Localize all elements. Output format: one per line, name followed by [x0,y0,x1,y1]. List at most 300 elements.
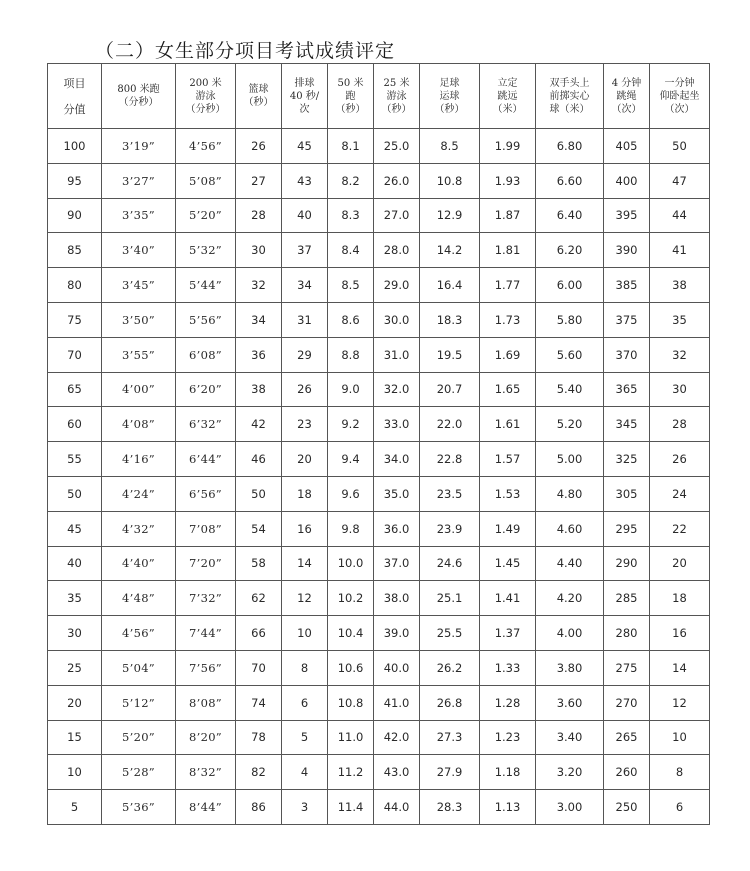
header-line: （秒） [434,103,465,115]
header-cell-medicine-ball [536,64,604,129]
table-cell: 8’32” [176,755,236,790]
table-row [48,372,710,407]
table-row [48,511,710,546]
table-row [48,163,710,198]
table-cell: 8.8 [328,337,374,372]
table-cell: 6’56” [176,476,236,511]
table-cell: 20 [650,546,710,581]
table-row [48,616,710,651]
table-cell: 18 [650,581,710,616]
table-cell: 25.5 [420,616,480,651]
table-row [48,233,710,268]
table-cell: 5’32” [176,233,236,268]
table-cell: 28.0 [374,233,420,268]
table-cell: 26 [650,442,710,477]
table-cell: 4’16” [102,442,176,477]
header-line: 游泳 [386,90,407,102]
table-cell: 28 [236,198,282,233]
table-cell: 275 [604,650,650,685]
table-cell: 260 [604,755,650,790]
table-cell: 4.00 [536,616,604,651]
header-line: 800 米跑 [117,84,160,95]
header-line: 跑 [345,90,356,102]
score-cell: 55 [48,442,102,477]
table-cell: 1.93 [480,163,536,198]
table-cell: 78 [236,720,282,755]
table-cell: 3’40” [102,233,176,268]
table-cell: 9.6 [328,476,374,511]
table-cell: 8.3 [328,198,374,233]
table-row [48,650,710,685]
table-cell: 12 [282,581,328,616]
table-cell: 22.0 [420,407,480,442]
table-cell: 295 [604,511,650,546]
table-cell: 39.0 [374,616,420,651]
table-cell: 7’32” [176,581,236,616]
table-cell: 390 [604,233,650,268]
table-cell: 5’44” [176,268,236,303]
table-cell: 8.4 [328,233,374,268]
table-cell: 1.61 [480,407,536,442]
table-cell: 6 [282,685,328,720]
table-cell: 3.40 [536,720,604,755]
header-cell-basketball [236,64,282,129]
table-cell: 30 [650,372,710,407]
table-cell: 1.23 [480,720,536,755]
table-cell: 41.0 [374,685,420,720]
table-row [48,755,710,790]
table-row [48,581,710,616]
table-cell: 7’20” [176,546,236,581]
table-cell: 5’56” [176,302,236,337]
table-cell: 11.2 [328,755,374,790]
header-line: （分秒） [185,103,226,115]
table-cell: 1.28 [480,685,536,720]
table-cell: 86 [236,790,282,825]
table-cell: 20 [282,442,328,477]
table-cell: 27.0 [374,198,420,233]
header-line: 前掷实心 [549,90,590,102]
table-cell: 8 [282,650,328,685]
table-cell: 6’20” [176,372,236,407]
table-cell: 3’19” [102,129,176,164]
header-line: 50 米 [337,77,364,89]
table-cell: 4’56” [102,616,176,651]
table-cell: 11.4 [328,790,374,825]
header-line: 立定 [497,77,518,89]
table-cell: 38.0 [374,581,420,616]
table-cell: 385 [604,268,650,303]
header-line: 跳绳 [616,90,637,102]
table-cell: 16 [282,511,328,546]
table-cell: 1.77 [480,268,536,303]
header-cell-rope-skip [604,64,650,129]
header-cell-sit-ups [650,64,710,129]
table-cell: 32 [650,337,710,372]
table-cell: 14.2 [420,233,480,268]
table-cell: 23.9 [420,511,480,546]
header-cell-volleyball [282,64,328,129]
table-cell: 66 [236,616,282,651]
table-row [48,407,710,442]
header-line: （秒） [335,103,366,115]
table-cell: 6.00 [536,268,604,303]
header-line: 球（米） [549,103,590,115]
table-cell: 8’44” [176,790,236,825]
table-cell: 1.37 [480,616,536,651]
table-cell: 8’20” [176,720,236,755]
header-line: （秒） [243,97,274,108]
table-cell: 8.2 [328,163,374,198]
score-cell: 90 [48,198,102,233]
score-cell: 35 [48,581,102,616]
table-cell: 5’36” [102,790,176,825]
table-cell: 1.13 [480,790,536,825]
header-line: （次） [664,103,695,115]
table-cell: 31.0 [374,337,420,372]
table-cell: 29.0 [374,268,420,303]
table-cell: 40.0 [374,650,420,685]
table-cell: 4’32” [102,511,176,546]
table-cell: 8.6 [328,302,374,337]
table-cell: 62 [236,581,282,616]
score-cell: 40 [48,546,102,581]
table-cell: 4’48” [102,581,176,616]
table-cell: 34.0 [374,442,420,477]
table-cell: 5.20 [536,407,604,442]
header-row [48,64,710,129]
table-cell: 47 [650,163,710,198]
table-cell: 28 [650,407,710,442]
table-cell: 23.5 [420,476,480,511]
table-cell: 5’20” [102,720,176,755]
table-cell: 370 [604,337,650,372]
table-cell: 6’32” [176,407,236,442]
table-cell: 1.69 [480,337,536,372]
table-cell: 5’20” [176,198,236,233]
table-cell: 8 [650,755,710,790]
table-cell: 325 [604,442,650,477]
table-cell: 26.8 [420,685,480,720]
table-cell: 5.60 [536,337,604,372]
table-cell: 29 [282,337,328,372]
table-cell: 44 [650,198,710,233]
table-cell: 27 [236,163,282,198]
table-cell: 5.00 [536,442,604,477]
table-cell: 4’40” [102,546,176,581]
table-cell: 58 [236,546,282,581]
header-line: 25 米 [383,77,410,89]
table-cell: 3.00 [536,790,604,825]
table-cell: 12 [650,685,710,720]
table-cell: 3.60 [536,685,604,720]
table-cell: 19.5 [420,337,480,372]
table-cell: 10.0 [328,546,374,581]
table-cell: 6’44” [176,442,236,477]
header-line: 40 秒/ [289,90,320,102]
header-line: 一分钟 [664,77,695,89]
score-cell: 20 [48,685,102,720]
header-line: 游泳 [195,90,216,102]
table-cell: 6.20 [536,233,604,268]
table-cell: 1.53 [480,476,536,511]
table-cell: 3’55” [102,337,176,372]
table-cell: 27.3 [420,720,480,755]
table-cell: 35.0 [374,476,420,511]
header-corner-cell [48,64,102,129]
score-cell: 65 [48,372,102,407]
table-cell: 10 [650,720,710,755]
header-cell-standing-jump [480,64,536,129]
table-cell: 265 [604,720,650,755]
table-cell: 1.33 [480,650,536,685]
table-cell: 82 [236,755,282,790]
table-cell: 10.6 [328,650,374,685]
table-cell: 4.80 [536,476,604,511]
table-cell: 1.65 [480,372,536,407]
table-cell: 22 [650,511,710,546]
table-cell: 44.0 [374,790,420,825]
score-cell: 10 [48,755,102,790]
table-cell: 1.57 [480,442,536,477]
table-cell: 5’28” [102,755,176,790]
score-cell: 100 [48,129,102,164]
table-cell: 1.81 [480,233,536,268]
table-cell: 5.80 [536,302,604,337]
table-cell: 46 [236,442,282,477]
table-cell: 11.0 [328,720,374,755]
table-cell: 10.2 [328,581,374,616]
table-cell: 6 [650,790,710,825]
table-cell: 30.0 [374,302,420,337]
header-corner-item: 项目 [63,76,86,90]
table-cell: 30 [236,233,282,268]
table-cell: 1.41 [480,581,536,616]
table-cell: 1.87 [480,198,536,233]
table-cell: 26.0 [374,163,420,198]
table-cell: 32 [236,268,282,303]
table-cell: 1.18 [480,755,536,790]
table-cell: 32.0 [374,372,420,407]
score-cell: 5 [48,790,102,825]
table-cell: 375 [604,302,650,337]
header-cell-200m-swim [176,64,236,129]
table-cell: 395 [604,198,650,233]
table-cell: 43.0 [374,755,420,790]
score-table-body [48,129,710,825]
score-cell: 15 [48,720,102,755]
table-cell: 5’04” [102,650,176,685]
table-cell: 33.0 [374,407,420,442]
table-cell: 45 [282,129,328,164]
score-cell: 60 [48,407,102,442]
table-cell: 18 [282,476,328,511]
table-cell: 42 [236,407,282,442]
document-title: （二）女生部分项目考试成绩评定 [95,40,396,62]
table-cell: 6.40 [536,198,604,233]
table-cell: 50 [650,129,710,164]
table-cell: 3’27” [102,163,176,198]
table-cell: 5’08” [176,163,236,198]
table-cell: 16.4 [420,268,480,303]
header-cell-25m-swim [374,64,420,129]
table-cell: 24 [650,476,710,511]
table-cell: 4’24” [102,476,176,511]
table-cell: 3.80 [536,650,604,685]
table-cell: 8.5 [420,129,480,164]
table-cell: 250 [604,790,650,825]
table-cell: 5’12” [102,685,176,720]
header-line: 篮球 [248,84,269,95]
table-cell: 16 [650,616,710,651]
table-cell: 400 [604,163,650,198]
header-line: （米） [492,103,523,115]
table-cell: 38 [650,268,710,303]
score-cell: 80 [48,268,102,303]
table-cell: 3.20 [536,755,604,790]
table-row [48,442,710,477]
table-cell: 1.99 [480,129,536,164]
table-cell: 14 [282,546,328,581]
table-cell: 38 [236,372,282,407]
table-cell: 43 [282,163,328,198]
table-cell: 290 [604,546,650,581]
table-cell: 3’35” [102,198,176,233]
table-row [48,476,710,511]
table-cell: 31 [282,302,328,337]
table-row [48,790,710,825]
table-row [48,268,710,303]
score-cell: 70 [48,337,102,372]
header-line: 次 [299,103,310,115]
table-cell: 34 [236,302,282,337]
score-table [47,63,710,825]
header-line: （次） [611,103,642,115]
table-cell: 24.6 [420,546,480,581]
table-cell: 4’08” [102,407,176,442]
table-cell: 27.9 [420,755,480,790]
header-line: 200 米 [189,77,222,89]
header-line: 排球 [294,77,315,89]
table-cell: 70 [236,650,282,685]
table-cell: 42.0 [374,720,420,755]
table-cell: 4.40 [536,546,604,581]
table-cell: 1.49 [480,511,536,546]
header-line: 仰卧起坐 [659,90,700,102]
header-line: 4 分钟 [611,77,642,89]
table-cell: 26 [282,372,328,407]
table-row [48,302,710,337]
table-cell: 12.9 [420,198,480,233]
score-cell: 45 [48,511,102,546]
table-row [48,337,710,372]
header-line: （秒） [381,103,412,115]
table-cell: 54 [236,511,282,546]
table-cell: 41 [650,233,710,268]
table-cell: 270 [604,685,650,720]
table-cell: 365 [604,372,650,407]
score-cell: 75 [48,302,102,337]
table-cell: 8.1 [328,129,374,164]
header-line: 足球 [439,77,460,89]
table-cell: 7’08” [176,511,236,546]
header-line: 跳远 [497,90,518,102]
table-cell: 3’50” [102,302,176,337]
table-cell: 4’00” [102,372,176,407]
table-cell: 26.2 [420,650,480,685]
table-cell: 50 [236,476,282,511]
score-cell: 95 [48,163,102,198]
table-cell: 3 [282,790,328,825]
table-cell: 10.8 [420,163,480,198]
table-cell: 34 [282,268,328,303]
table-cell: 4 [282,755,328,790]
table-cell: 10.8 [328,685,374,720]
header-line: 双手头上 [549,77,590,89]
table-cell: 7’56” [176,650,236,685]
table-cell: 18.3 [420,302,480,337]
table-cell: 4.60 [536,511,604,546]
table-cell: 10.4 [328,616,374,651]
table-cell: 4.20 [536,581,604,616]
table-cell: 37.0 [374,546,420,581]
table-cell: 20.7 [420,372,480,407]
table-cell: 280 [604,616,650,651]
score-cell: 85 [48,233,102,268]
table-cell: 5 [282,720,328,755]
table-cell: 8’08” [176,685,236,720]
table-cell: 22.8 [420,442,480,477]
table-cell: 9.8 [328,511,374,546]
table-cell: 8.5 [328,268,374,303]
table-cell: 25.0 [374,129,420,164]
table-cell: 28.3 [420,790,480,825]
table-cell: 1.45 [480,546,536,581]
table-cell: 35 [650,302,710,337]
header-cell-50m-run [328,64,374,129]
table-cell: 5.40 [536,372,604,407]
table-cell: 345 [604,407,650,442]
header-cell-800m [102,64,176,129]
table-cell: 4’56” [176,129,236,164]
table-row [48,546,710,581]
table-cell: 40 [282,198,328,233]
table-cell: 6’08” [176,337,236,372]
table-cell: 3’45” [102,268,176,303]
table-cell: 36 [236,337,282,372]
score-cell: 30 [48,616,102,651]
table-cell: 1.73 [480,302,536,337]
score-cell: 50 [48,476,102,511]
table-cell: 285 [604,581,650,616]
table-row [48,685,710,720]
table-cell: 14 [650,650,710,685]
table-row [48,198,710,233]
table-cell: 9.4 [328,442,374,477]
table-cell: 37 [282,233,328,268]
header-line: （分秒） [118,97,159,108]
table-cell: 23 [282,407,328,442]
table-cell: 10 [282,616,328,651]
table-cell: 305 [604,476,650,511]
header-corner-score: 分值 [63,102,86,116]
table-row [48,720,710,755]
score-cell: 25 [48,650,102,685]
header-line: 运球 [439,90,460,102]
table-cell: 25.1 [420,581,480,616]
table-cell: 9.2 [328,407,374,442]
table-cell: 9.0 [328,372,374,407]
